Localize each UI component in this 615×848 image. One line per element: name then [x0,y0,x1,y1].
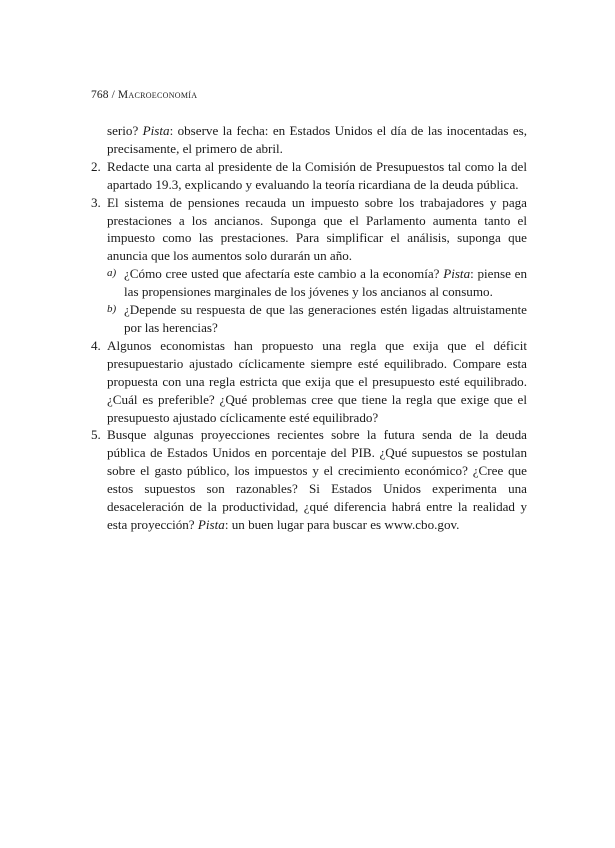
subitem-list [107,265,527,337]
subitem-text: ¿Depende su respuesta de que las generaciones estén ligadas altruistamente por las herencias? [124,302,527,335]
hint-label: Pista [443,266,471,282]
exercise-item-3 [91,194,527,337]
subitem-a [107,265,527,301]
exercise-item-5 [91,426,527,533]
hint-label: Pista [142,123,170,138]
subitem-letter: b) [107,303,117,316]
exercise-item-4 [91,337,527,427]
subitem-text: ¿Cómo cree usted que afectaría este cambio a la economía? Pista: piense en las propensiones marginales de los jóvenes y los ancianos al consumo. [124,266,527,300]
subitem-letter: a) [107,267,117,280]
hint-label: Pista [197,516,225,532]
item-text: Busque algunas proyecciones recientes sobre la futura senda de la deuda pública de Estados Unidos en porcentaje del PIB. ¿Qué supuestos se postulan sobre el gasto público, los impuestos y el crecimiento económico? ¿Cree que estos supuestos son razonables? Si Estados Unidos experimenta una desaceleración de la productividad, ¿qué diferencia habrá entre la realidad y esta proyección? Pista: un buen lugar para buscar es www.cbo.gov. [107,427,527,532]
exercise-item-2 [91,158,527,194]
item-text: Algunos economistas han propuesto una regla que exija que el déficit presupuestario ajustado cíclicamente siempre esté equilibrado. Compare esta propuesta con una regla estricta que exija que el presupuesto esté equilibrado. ¿Cuál es preferible? ¿Qué problemas cree que tiene la regla que exige que el presupuesto ajustado cíclicamente esté equilibrado? [107,337,527,425]
item-number: 5. [91,427,101,443]
item-text: El sistema de pensiones recauda un impuesto sobre los trabajadores y paga prestaciones a los ancianos. Suponga que el Parlamento aumenta tanto el impuesto como las prestaciones. Para simplificar el análisis, suponga que anuncia que los aumentos solo durarán un año. [107,194,527,264]
exercise-list [91,122,527,534]
header-separator: / [111,89,115,101]
item-number: 3. [91,194,101,210]
page-number: 768 [91,89,109,101]
item-number: 2. [91,158,101,174]
item-number: 4. [91,337,101,353]
subitem-b [107,301,527,337]
book-title: Macroeconomía [117,89,198,101]
item-text: Redacte una carta al presidente de la Comisión de Presupuestos tal como la del apartado 19.3, explicando y evaluando la teoría ricardiana de la deuda pública. [107,158,527,192]
continued-item-1: serio? Pista: observe la fecha: en Estados Unidos el día de las inocentadas es, precisamente, el primero de abril. [107,123,527,156]
running-header [91,89,197,101]
